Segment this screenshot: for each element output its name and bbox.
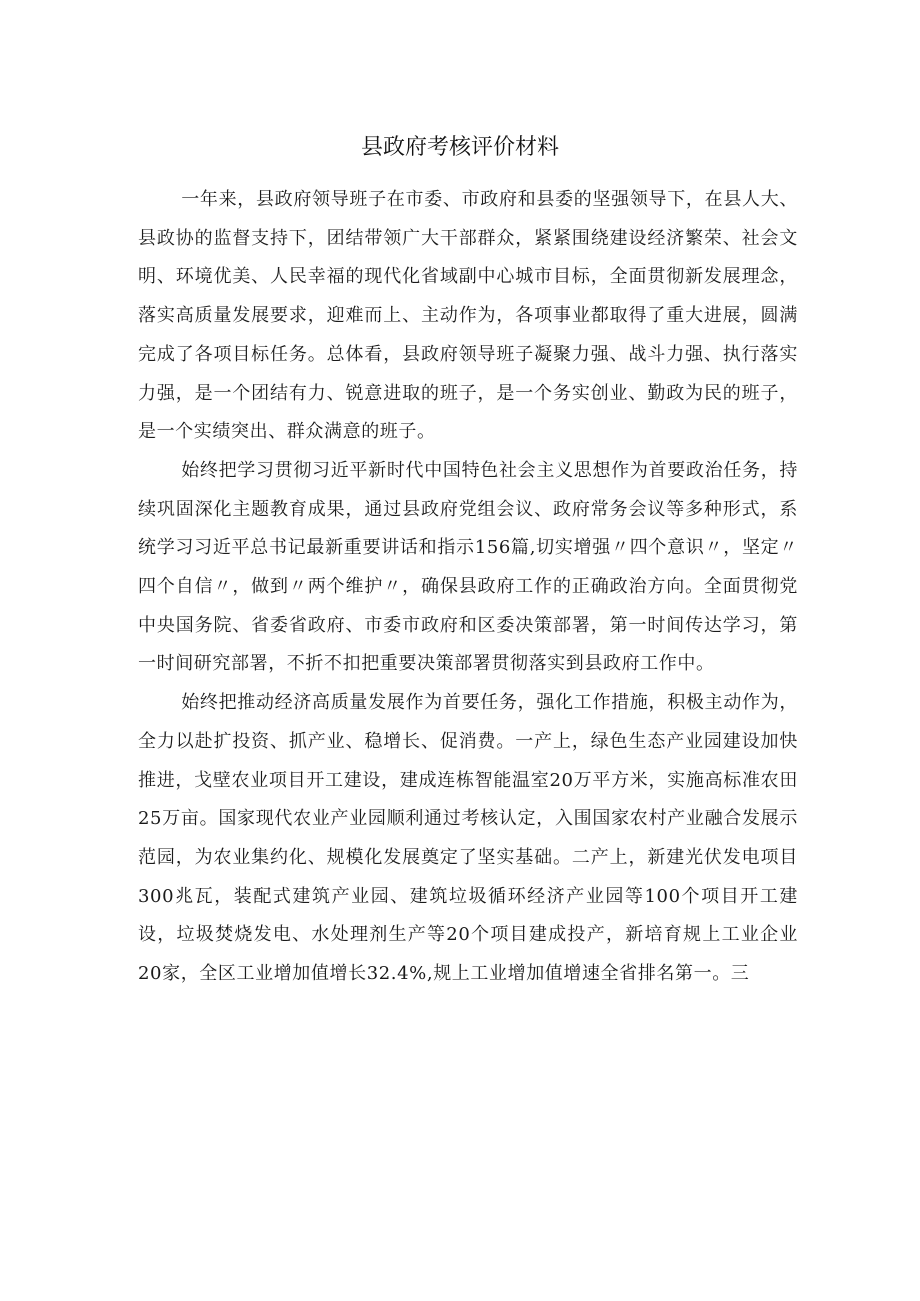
paragraph-political-study: 始终把学习贯彻习近平新时代中国特色社会主义思想作为首要政治任务，持续巩固深化主题教育成果，通过县政府党组会议、政府常务会议等多种形式，系统学习习近平总书记最新重要讲话和指示156篇,切实增强〃四个意识〃，坚定〃四个自信〃，做到〃两个维护〃，确保县政府工作的正确政治方向。全面贯彻党中央国务院、省委省政府、市委市政府和区委决策部署，第一时间传达学习，第一时间研究部署，不折不扣把重要决策部署贯彻落实到县政府工作中。 bbox=[138, 459, 798, 675]
paragraph-overview: 一年来，县政府领导班子在市委、市政府和县委的坚强领导下，在县人大、县政协的监督支持下，团结带领广大干部群众，紧紧围绕建设经济繁荣、社会文明、环境优美、人民幸福的现代化省域副中心城市目标，全面贯彻新发展理念，落实高质量发展要求，迎难而上、主动作为，各项事业都取得了重大进展，圆满完成了各项目标任务。总体看，县政府领导班子凝聚力强、战斗力强、执行落实力强，是一个团结有力、锐意进取的班子，是一个务实创业、勤政为民的班子，是一个实绩突出、群众满意的班子。 bbox=[138, 189, 798, 443]
document-title: 县政府考核评价材料 bbox=[360, 135, 559, 160]
paragraph-economic-development: 始终把推动经济高质量发展作为首要任务，强化工作措施，积极主动作为，全力以赴扩投资、抓产业、稳增长、促消费。一产上，绿色生态产业园建设加快推进，戈壁农业项目开工建设，建成连栋智能温室20万平方米，实施高标准农田25万亩。国家现代农业产业园顺利通过考核认定，入围国家农村产业融合发展示范园，为农业集约化、规模化发展奠定了坚实基础。二产上，新建光伏发电项目300兆瓦，装配式建筑产业园、建筑垃圾循环经济产业园等100个项目开工建设，垃圾焚烧发电、水处理剂生产等20个项目建成投产，新培育规上工业企业20家，全区工业增加值增长32.4%,规上工业增加值增速全省排名第一。三 bbox=[138, 692, 798, 985]
document-body bbox=[138, 181, 798, 994]
